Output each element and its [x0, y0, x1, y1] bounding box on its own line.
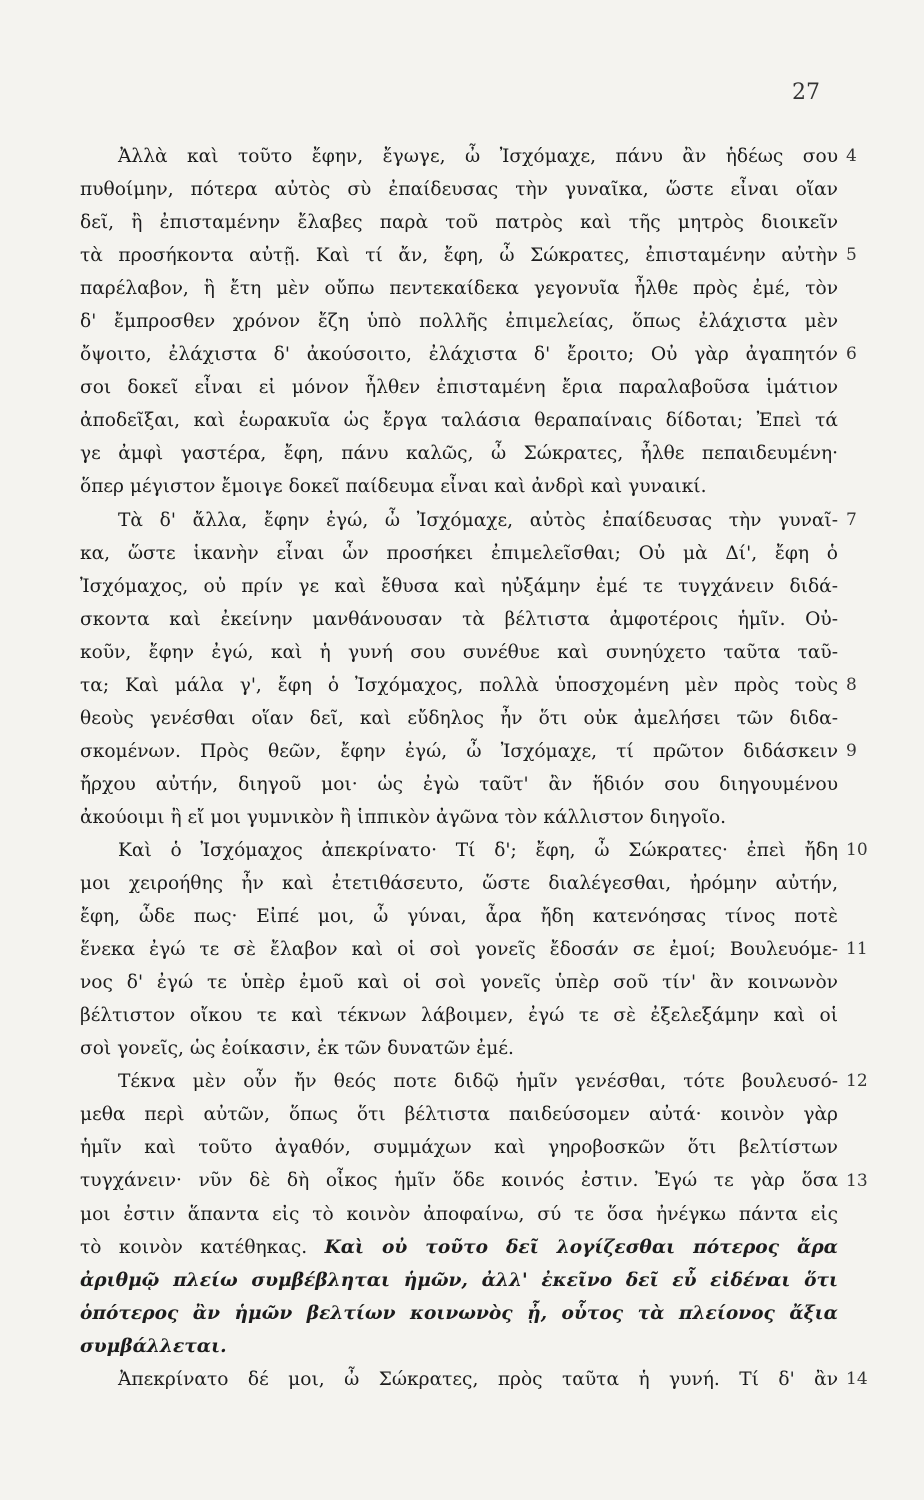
- text-line: Τὰ δ' ἄλλα, ἔφην ἐγώ, ὦ Ἰσχόμαχε, αὐτὸς ἐπαίδευσας τὴν γυναῖ-: [118, 509, 838, 531]
- section-number: 5: [846, 245, 857, 266]
- text-line: τὰ προσήκοντα αὐτῇ. Καὶ τί ἄν, ἔφη, ὦ Σώκρατες, ἐπισταμένην αὐτὴν: [80, 245, 838, 267]
- text-line: ὁπότερος ἂν ἡμῶν βελτίων κοινωνὸς ᾖ, οὗτος τὰ πλείονος ἄξια: [80, 1302, 838, 1324]
- text-line: ἤρχου αὐτήν, διηγοῦ μοι· ὡς ἐγὼ ταῦτ' ἂν ἥδιόν σου διηγουμένου: [80, 773, 838, 795]
- section-number: 9: [846, 740, 857, 761]
- section-number: 11: [846, 939, 868, 960]
- text-line: ἔφη, ὧδε πως· Εἰπέ μοι, ὦ γύναι, ἆρα ἤδη κατενόησας τίνος ποτὲ: [80, 906, 838, 928]
- text-line: σκομένων. Πρὸς θεῶν, ἔφην ἐγώ, ὦ Ἰσχόμαχε, τί πρῶτον διδάσκειν: [80, 740, 838, 762]
- text-line: συμβάλλεται.: [80, 1335, 227, 1357]
- section-number: 12: [846, 1071, 868, 1092]
- page-number: 27: [792, 80, 820, 105]
- text-line: Ἀλλὰ καὶ τοῦτο ἔφην, ἔγωγε, ὦ Ἰσχόμαχε, πάνυ ἂν ἡδέως σου: [118, 146, 838, 167]
- text-line: δ' ἔμπροσθεν χρόνον ἔζη ὑπὸ πολλῆς ἐπιμελείας, ὅπως ἐλάχιστα μὲν: [80, 311, 838, 333]
- text-line: τὸ κοινὸν κατέθηκας. Καὶ οὐ τοῦτο δεῖ λογίζεσθαι πότερος ἄρα: [80, 1236, 838, 1258]
- text-line: πυθοίμην, πότερα αὐτὸς σὺ ἐπαίδευσας τὴν γυναῖκα, ὥστε εἶναι οἵαν: [80, 179, 838, 201]
- section-number: 6: [846, 344, 857, 365]
- text-line: μοι ἐστιν ἅπαντα εἰς τὸ κοινὸν ἀποφαίνω, σύ τε ὅσα ἠνέγκω πάντα εἰς: [80, 1203, 838, 1225]
- text-line: Τέκνα μὲν οὖν ἤν θεός ποτε διδῷ ἡμῖν γενέσθαι, τότε βουλευσό-: [118, 1071, 838, 1093]
- text-line: ἕνεκα ἐγώ τε σὲ ἔλαβον καὶ οἱ σοὶ γονεῖς ἔδοσάν σε ἐμοί; Βουλευόμε-: [80, 939, 838, 961]
- text-line: βέλτιστον οἴκου τε καὶ τέκνων λάβοιμεν, ἐγώ τε σὲ ἐξελεξάμην καὶ οἱ: [80, 1005, 838, 1027]
- text-line: ἀκούοιμι ἢ εἴ μοι γυμνικὸν ἢ ἱππικὸν ἀγῶνα τὸν κάλλιστον διηγοῖο.: [80, 806, 727, 828]
- text-line: τυγχάνειν· νῦν δὲ δὴ οἶκος ἡμῖν ὅδε κοινός ἐστιν. Ἐγώ τε γὰρ ὅσα: [80, 1170, 838, 1192]
- text-line: παρέλαβον, ἣ ἔτη μὲν οὔπω πεντεκαίδεκα γεγονυῖα ἦλθε πρὸς ἐμέ, τὸν: [80, 278, 838, 300]
- section-number: 13: [846, 1170, 868, 1191]
- text-line: Ἀπεκρίνατο δέ μοι, ὦ Σώκρατες, πρὸς ταῦτα ἡ γυνή. Τί δ' ἂν: [118, 1368, 838, 1390]
- text-line: ὅπερ μέγιστον ἔμοιγε δοκεῖ παίδευμα εἶναι καὶ ἀνδρὶ καὶ γυναικί.: [80, 476, 707, 498]
- text-line: σκοντα καὶ ἐκείνην μανθάνουσαν τὰ βέλτιστα ἀμφοτέροις ἡμῖν. Οὐ-: [80, 608, 838, 630]
- body-text: [80, 140, 838, 1396]
- text-line: μοι χειροήθης ἦν καὶ ἐτετιθάσευτο, ὥστε διαλέγεσθαι, ἠρόμην αὐτήν,: [80, 873, 838, 895]
- text-line: Ἰσχόμαχος, οὐ πρίν γε καὶ ἔθυσα καὶ ηὐξάμην ἐμέ τε τυγχάνειν διδά-: [80, 575, 838, 597]
- text-line: ἀριθμῷ πλείω συμβέβληται ἡμῶν, ἀλλ' ἐκεῖνο δεῖ εὖ εἰδέναι ὅτι: [80, 1269, 838, 1291]
- text-line: κοῦν, ἔφην ἐγώ, καὶ ἡ γυνή σου συνέθυε καὶ συνηύχετο ταῦτα ταῦ-: [80, 641, 838, 663]
- section-number: 4: [846, 146, 857, 166]
- text-line: θεοὺς γενέσθαι οἵαν δεῖ, καὶ εὔδηλος ἦν ὅτι οὐκ ἀμελήσει τῶν διδα-: [80, 707, 838, 729]
- text-line: δεῖ, ἢ ἐπισταμένην ἔλαβες παρὰ τοῦ πατρὸς καὶ τῆς μητρὸς διοικεῖν: [80, 212, 838, 234]
- text-line: ἡμῖν καὶ τοῦτο ἀγαθόν, συμμάχων καὶ γηροβοσκῶν ὅτι βελτίστων: [80, 1137, 838, 1159]
- text-line: γε ἀμφὶ γαστέρα, ἔφη, πάνυ καλῶς, ὦ Σώκρατες, ἦλθε πεπαιδευμένη·: [80, 443, 838, 465]
- text-line: ὄψοιτο, ἐλάχιστα δ' ἀκούσοιτο, ἐλάχιστα δ' ἔροιτο; Οὐ γὰρ ἀγαπητόν: [80, 344, 838, 366]
- text-line: κα, ὥστε ἱκανὴν εἶναι ὧν προσήκει ἐπιμελεῖσθαι; Οὐ μὰ Δί', ἔφη ὁ: [80, 542, 838, 564]
- text-line: ἀποδεῖξαι, καὶ ἑωρακυῖα ὡς ἔργα ταλάσια θεραπαίναις δίδοται; Ἐπεὶ τά: [80, 410, 838, 432]
- section-number: 7: [846, 509, 857, 530]
- text-line: μεθα περὶ αὐτῶν, ὅπως ὅτι βέλτιστα παιδεύσομεν αὐτά· κοινὸν γὰρ: [80, 1104, 838, 1126]
- section-number: 14: [846, 1368, 868, 1389]
- text-line: σοι δοκεῖ εἶναι εἰ μόνον ἦλθεν ἐπισταμένη ἔρια παραλαβοῦσα ἱμάτιον: [80, 377, 838, 399]
- section-number: 10: [846, 840, 868, 861]
- text-line: νος δ' ἐγώ τε ὑπὲρ ἐμοῦ καὶ οἱ σοὶ γονεῖς ὑπὲρ σοῦ τίν' ἂν κοινωνὸν: [80, 972, 838, 994]
- text-line: Καὶ ὁ Ἰσχόμαχος ἀπεκρίνατο· Τί δ'; ἔφη, ὦ Σώκρατες· ἐπεὶ ἤδη: [118, 839, 838, 861]
- text-line: σοὶ γονεῖς, ὡς ἐοίκασιν, ἐκ τῶν δυνατῶν ἐμέ.: [80, 1038, 514, 1060]
- text-line: τα; Καὶ μάλα γ', ἔφη ὁ Ἰσχόμαχος, πολλὰ ὑποσχομένη μὲν πρὸς τοὺς: [80, 674, 838, 696]
- section-number: 8: [846, 674, 857, 695]
